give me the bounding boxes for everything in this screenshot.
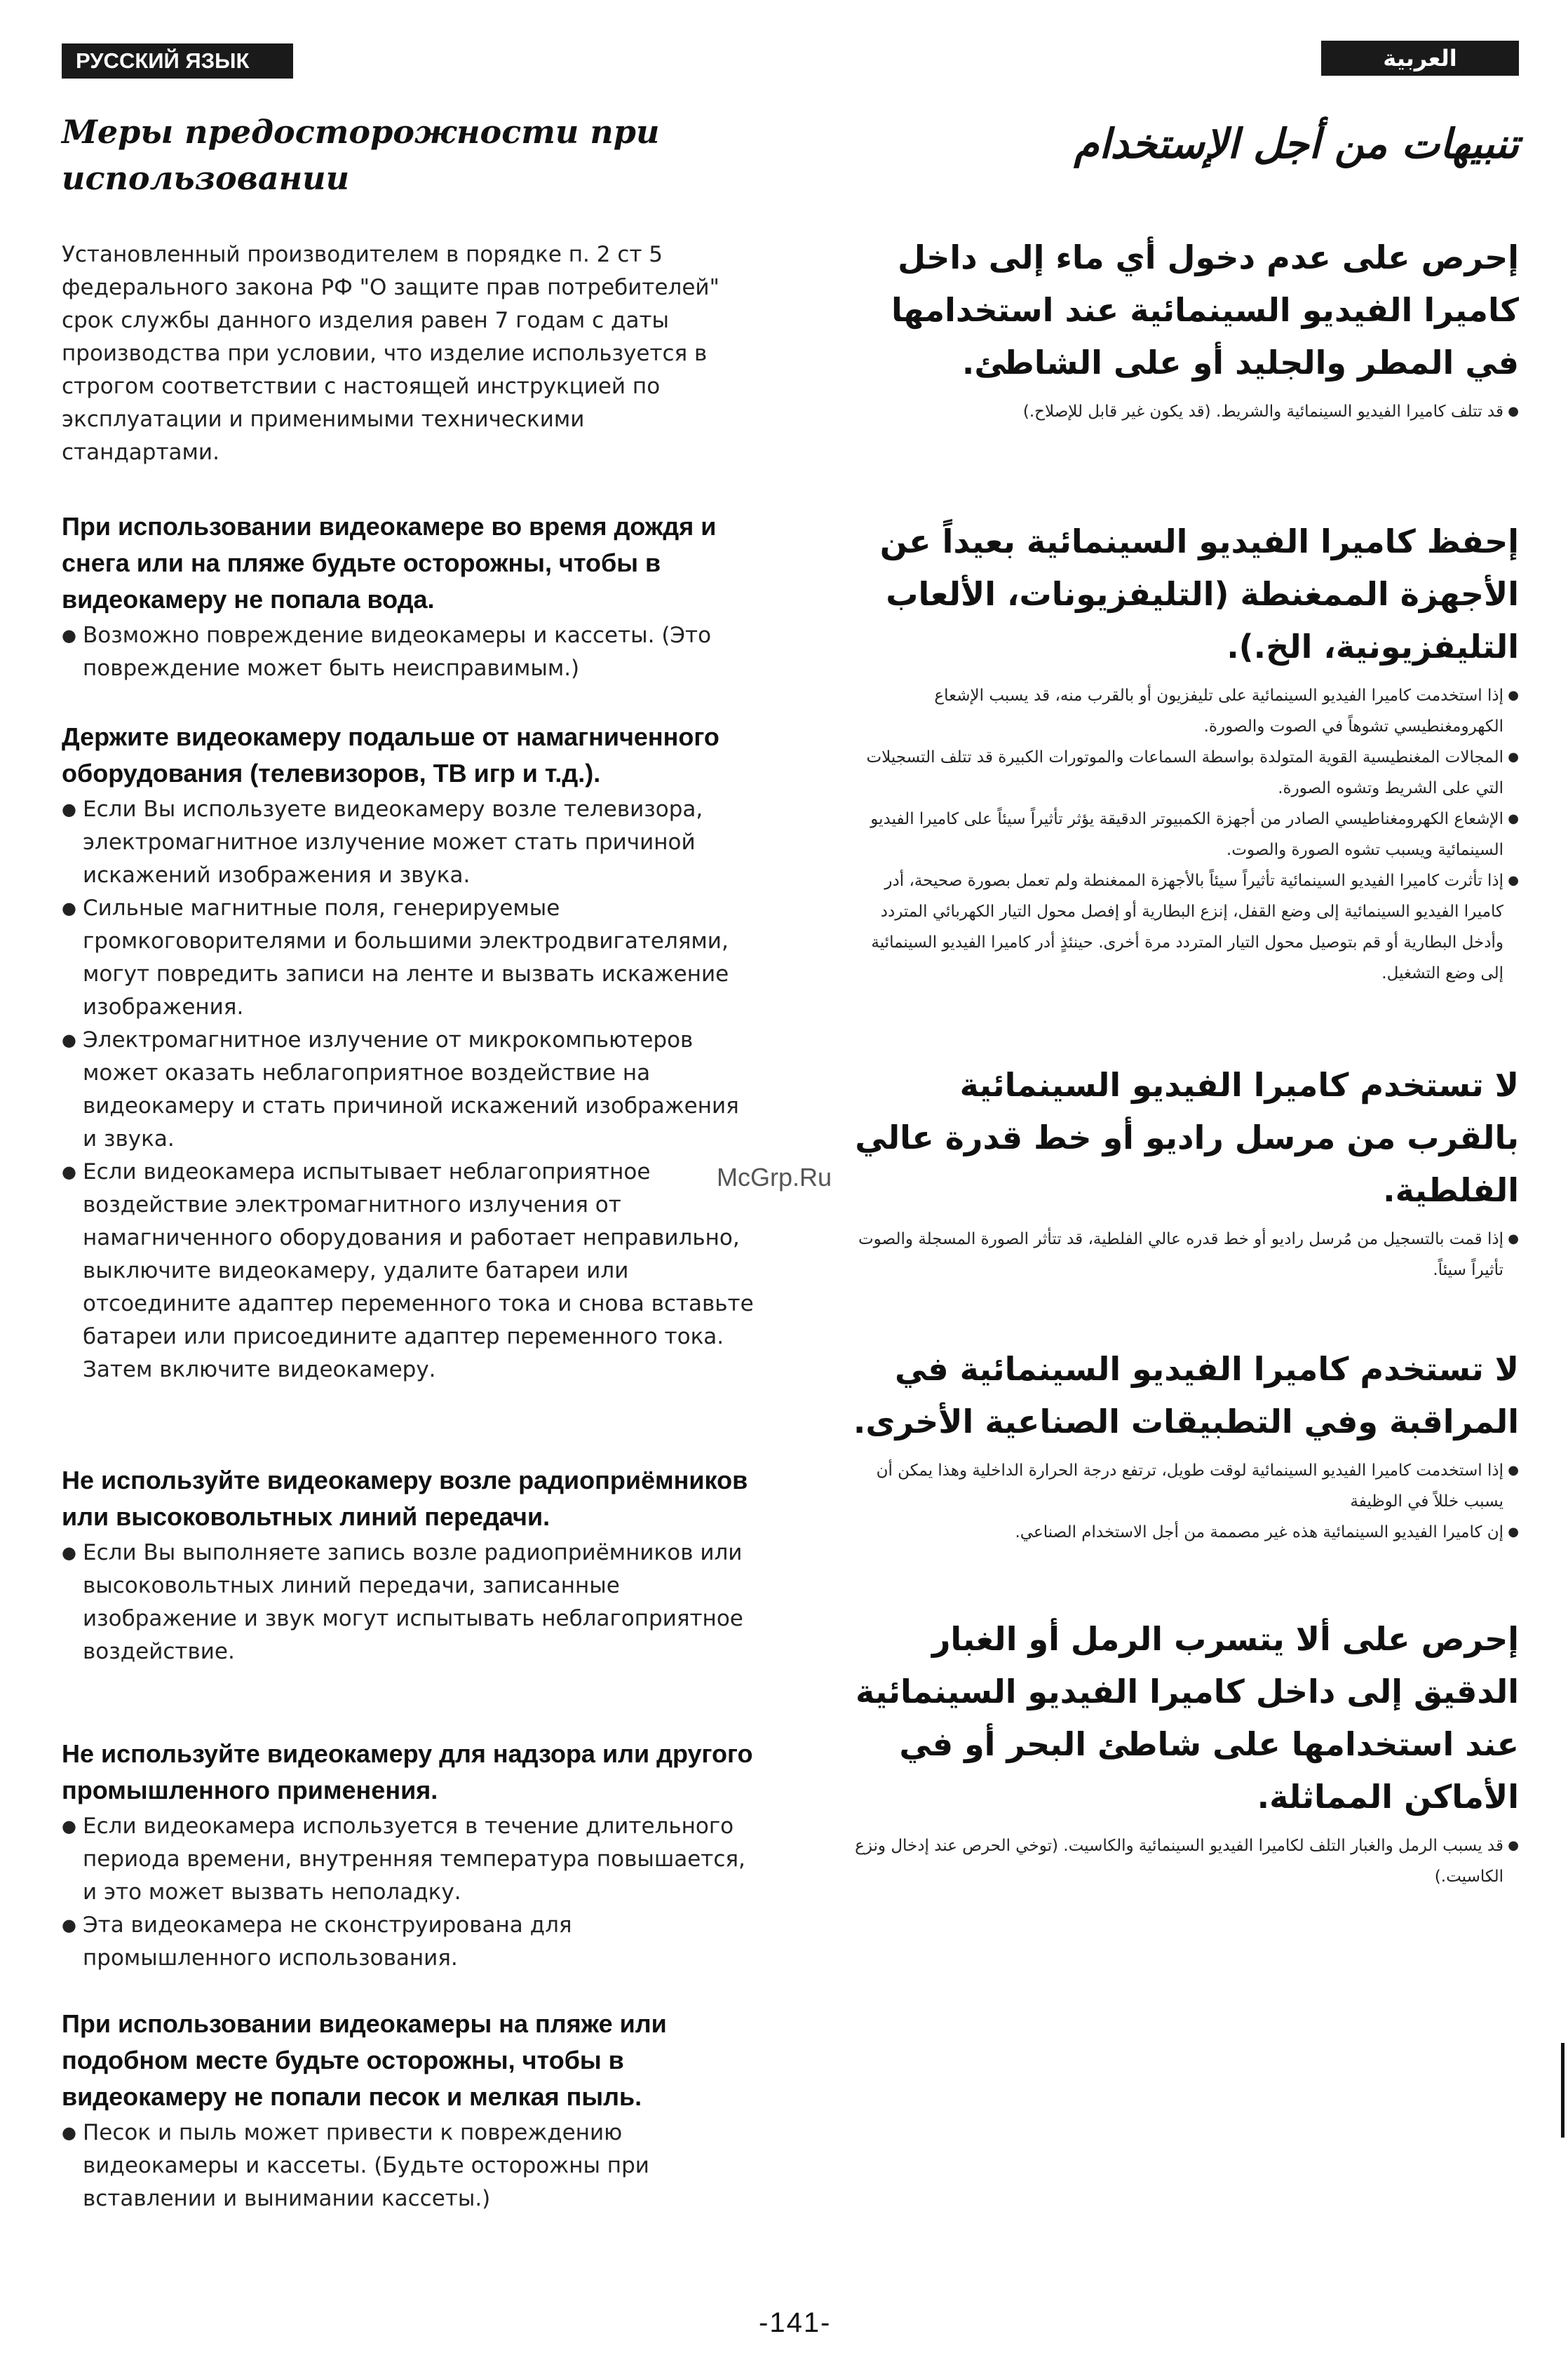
ar-bullet-list: [846, 1224, 1519, 1285]
ar-bullet-item: ● إذا تأثرت كاميرا الفيديو السينمائية تأثيراً سيئاً بالأجهزة الممغنطة ولم تعمل بصورة صحيحة، أدر كاميرا الفيديو السينمائية إلى وضع القفل، إنزع البطارية أو إفصل محول التيار الكهربائي المتردد وأدخل البطارية أو قم بتوصيل محول التيار المتردد مرة أخرى. حينئذٍ أدر كاميرا الفيديو السينمائية إلى وضع التشغيل.: [846, 865, 1519, 989]
ru-section-heading: При использовании видеокамере во время дождя и снега или на пляже будьте осторожны, чтобы в видеокамеру не попала вода.: [62, 512, 717, 614]
ar-section-heading: لا تستخدم كاميرا الفيديو السينمائية في المراقبة وفي التطبيقات الصناعية الأخرى.: [853, 1350, 1519, 1440]
russian-language-tag: РУССКИЙ ЯЗЫК: [62, 43, 293, 79]
ar-section-heading: لا تستخدم كاميرا الفيديو السينمائية بالقرب من مرسل راديو أو خط قدرة عالي الفلطية.: [855, 1066, 1519, 1209]
russian-page-title: Меры предосторожности при использовании: [62, 113, 660, 197]
ru-section-radio: [62, 1462, 756, 1668]
ru-section-heading: Не используйте видеокамеру возле радиоприёмников или высоковольтных линий передачи.: [62, 1466, 748, 1531]
ar-bullet-list: [846, 396, 1519, 427]
ru-bullet-list: [62, 619, 756, 685]
ru-bullet-item: ● Возможно повреждение видеокамеры и кассеты. (Это повреждение может быть неисправимым.): [62, 619, 756, 685]
ru-section-water: [62, 508, 756, 685]
ar-section-radio: [846, 1059, 1519, 1285]
ar-bullet-item: ● قد تتلف كاميرا الفيديو السينمائية والشريط. (قد يكون غير قابل للإصلاح.): [846, 396, 1519, 427]
ar-bullet-list: [846, 1830, 1519, 1892]
ru-bullet-list: [62, 793, 756, 1386]
ru-bullet-item: ● Электромагнитное излучение от микрокомпьютеров может оказать неблагоприятное воздействие на видеокамеру и стать причиной искажений изображения и звука.: [62, 1024, 756, 1156]
ru-bullet-item: ● Если Вы выполняете запись возле радиоприёмников или высоковольтных линий передачи, записанные изображение и звук могут испытывать неблагоприятное воздействие.: [62, 1537, 756, 1668]
ar-bullet-item: ● إذا قمت بالتسجيل من مُرسل راديو أو خط قدره عالي الفلطية، قد تتأثر الصورة المسجلة والصوت تأثيراً سيئاً.: [846, 1224, 1519, 1285]
ru-section-heading: Держите видеокамеру подальше от намагниченного оборудования (телевизоров, ТВ игр и т.д.).: [62, 722, 719, 788]
ar-section-industrial: [846, 1343, 1519, 1548]
ru-bullet-item: ● Песок и пыль может привести к повреждению видеокамеры и кассеты. (Будьте осторожны при вставлении и вынимании кассеты.): [62, 2117, 756, 2215]
ar-section-heading: إحرص على ألا يتسرب الرمل أو الغبار الدقيق إلى داخل كاميرا الفيديو السينمائية عند استخدامها على شاطئ البحر أو في الأماكن المماثلة.: [856, 1620, 1519, 1816]
ru-section-heading: При использовании видеокамеры на пляже или подобном месте будьте осторожны, чтобы в видеокамеру не попали песок и мелкая пыль.: [62, 2009, 667, 2111]
ar-bullet-list: [846, 1455, 1519, 1548]
ru-section-sand: [62, 2006, 756, 2215]
ar-bullet-item: ● المجالات المغنطيسية القوية المتولدة بواسطة السماعات والموتورات الكبيرة قد تتلف التسجيلات التي على الشريط وتشوه الصورة.: [846, 742, 1519, 804]
ru-section-magnetic: [62, 719, 756, 1386]
ar-bullet-item: ● إذا استخدمت كاميرا الفيديو السينمائية لوقت طويل، ترتفع درجة الحرارة الداخلية وهذا يمكن أن يسبب خللاً في الوظيفة: [846, 1455, 1519, 1517]
ru-section-industrial: [62, 1736, 756, 1975]
ar-bullet-item: ● إن كاميرا الفيديو السينمائية هذه غير مصممة من أجل الاستخدام الصناعي.: [846, 1517, 1519, 1548]
ru-bullet-item: ● Если видеокамера используется в течение длительного периода времени, внутренняя температура повышается, и это может вызвать неполадку.: [62, 1810, 756, 1909]
arabic-language-tag: العربية: [1321, 41, 1519, 76]
ru-bullet-item: ● Если Вы используете видеокамеру возле телевизора, электромагнитное излучение может стать причиной искажений изображения и звука.: [62, 793, 756, 892]
ru-bullet-list: [62, 1810, 756, 1975]
ru-bullet-item: ● Если видеокамера испытывает неблагоприятное воздействие электромагнитного излучения от намагниченного оборудования и работает неправильно, выключите видеокамеру, удалите батареи или отсоедините адаптер переменного тока и снова вставьте батареи или присоедините адаптер переменного тока. Затем включите видеокамеру.: [62, 1156, 756, 1386]
watermark-link[interactable]: McGrp.Ru: [717, 1163, 832, 1192]
ar-bullet-item: ● إذا استخدمت كاميرا الفيديو السينمائية على تليفزيون أو بالقرب منه، قد يسبب الإشعاع الكهرومغنطيسي تشوهاً في الصوت والصورة.: [846, 680, 1519, 742]
ru-bullet-item: ● Сильные магнитные поля, генерируемые громкоговорителями и большими электродвигателями, могут повредить записи на ленте и вызвать искажение изображения.: [62, 892, 756, 1024]
arabic-page-title: تنبيهات من أجل الإستخدام: [1074, 120, 1519, 168]
russian-intro-paragraph: Установленный производителем в порядке п. 2 ст 5 федерального закона РФ "О защите прав потребителей" срок службы данного изделия равен 7 годам с даты производства при условии, что изделие используется в строгом соответствии с настоящей инструкцией по эксплуатации и применимыми техническими стандартами.: [62, 242, 719, 465]
ar-section-magnetic: [846, 515, 1519, 989]
ar-bullet-item: ● الإشعاع الكهرومغناطيسي الصادر من أجهزة الكمبيوتر الدقيقة يؤثر تأثيراً سيئاً على كاميرا الفيديو السينمائية ويسبب تشوه الصورة والصوت.: [846, 804, 1519, 865]
ar-section-heading: إحفظ كاميرا الفيديو السينمائية بعيداً عن الأجهزة الممغنطة (التليفزيونات، الألعاب التليفزيونية، الخ.).: [879, 522, 1519, 666]
page-number: -141-: [759, 2307, 832, 2338]
ar-bullet-list: [846, 680, 1519, 989]
ru-section-heading: Не используйте видеокамеру для надзора или другого промышленного применения.: [62, 1739, 753, 1804]
margin-marker-bar: [1561, 2043, 1564, 2138]
ru-bullet-list: [62, 1537, 756, 1668]
ar-bullet-item: ● قد يسبب الرمل والغبار التلف لكاميرا الفيديو السينمائية والكاسيت. (توخي الحرص عند إدخال ونزع الكاسيت.): [846, 1830, 1519, 1892]
ar-section-water: [846, 231, 1519, 427]
ru-bullet-item: ● Эта видеокамера не сконструирована для промышленного использования.: [62, 1909, 756, 1975]
ru-bullet-list: [62, 2117, 756, 2215]
ar-section-heading: إحرص على عدم دخول أي ماء إلى داخل كاميرا الفيديو السينمائية عند استخدامها في المطر والجليد أو على الشاطئ.: [891, 238, 1519, 382]
ar-section-sand: [846, 1613, 1519, 1892]
